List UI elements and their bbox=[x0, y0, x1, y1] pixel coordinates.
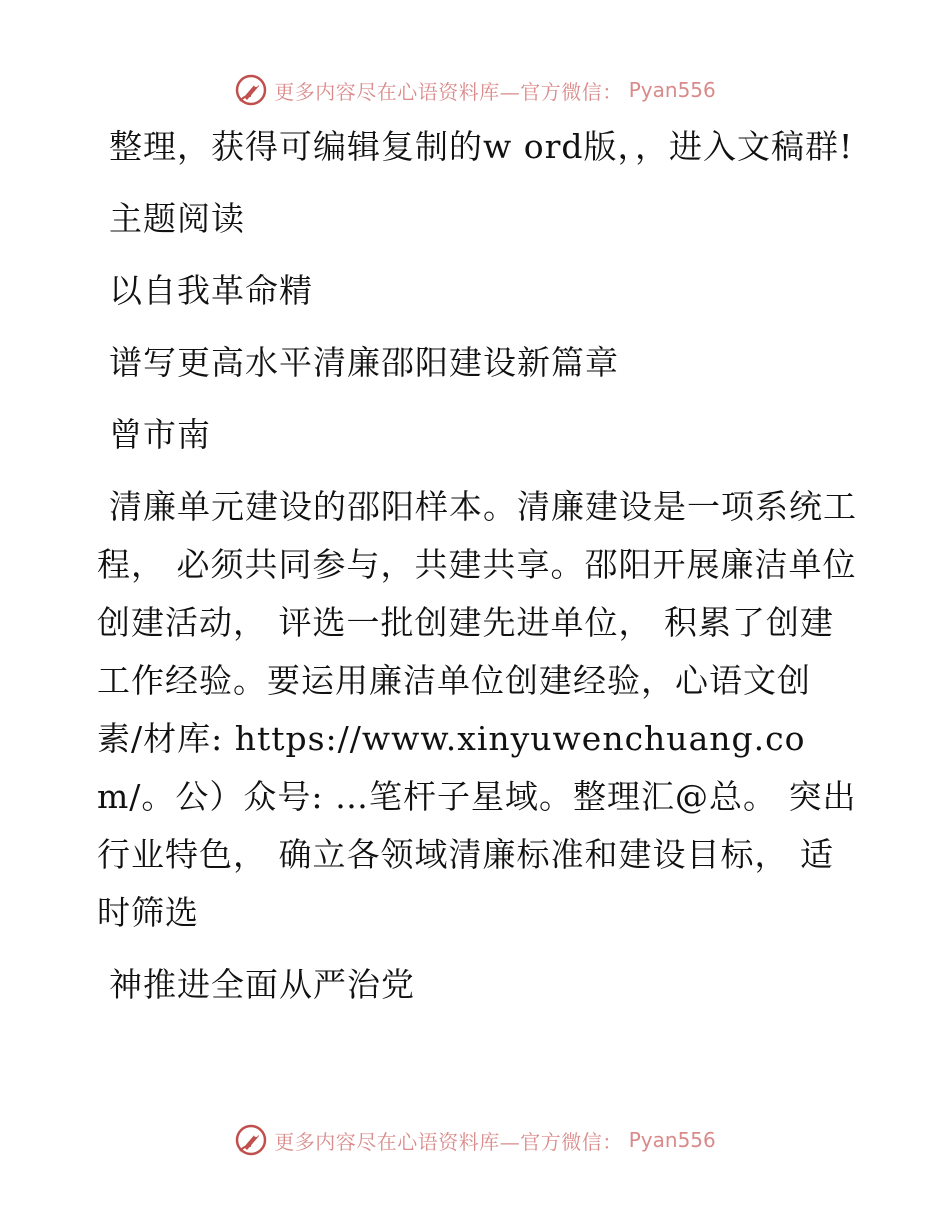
section-heading: 主题阅读 bbox=[109, 199, 245, 238]
banner-inner bbox=[234, 1123, 716, 1157]
paragraph-intro: 整理，获得可编辑复制的w ord版，，进入文稿群! bbox=[109, 127, 854, 166]
paragraph-closing: 神推进全面从严治党 bbox=[109, 965, 415, 1004]
paragraph-main: 清廉单元建设的邵阳样本。清廉建设是一项系统工程， 必须共同参与，共建共享。邵阳开展廉洁单位创建活动， 评选一批创建先进单位， 积累了创建工作经验。要运用廉洁单位创建经验，心语文创素/材库: https://www.xinyuwenchuang.com/。公）众号: …笔杆子星域。整理汇@总。 突出行业特色， 确立各领域清廉标准和建设目标， 适时筛选 bbox=[97, 487, 857, 932]
banner-inner bbox=[234, 73, 716, 107]
document-body bbox=[97, 118, 857, 1014]
banner-text: 更多内容尽在心语资料库—官方微信： bbox=[274, 79, 623, 104]
pen-nib-circle-icon bbox=[234, 1123, 268, 1157]
pen-nib-circle-icon bbox=[234, 73, 268, 107]
header-banner bbox=[0, 70, 950, 110]
author-name: 曾市南 bbox=[109, 415, 211, 454]
title-line-1: 以自我革命精 bbox=[109, 271, 313, 310]
banner-wechat-id: Pyan556 bbox=[628, 1128, 716, 1152]
banner-text: 更多内容尽在心语资料库—官方微信： bbox=[274, 1129, 623, 1154]
title-line-2: 谱写更高水平清廉邵阳建设新篇章 bbox=[109, 343, 619, 382]
banner-wechat-id: Pyan556 bbox=[628, 78, 716, 102]
footer-banner bbox=[0, 1120, 950, 1160]
